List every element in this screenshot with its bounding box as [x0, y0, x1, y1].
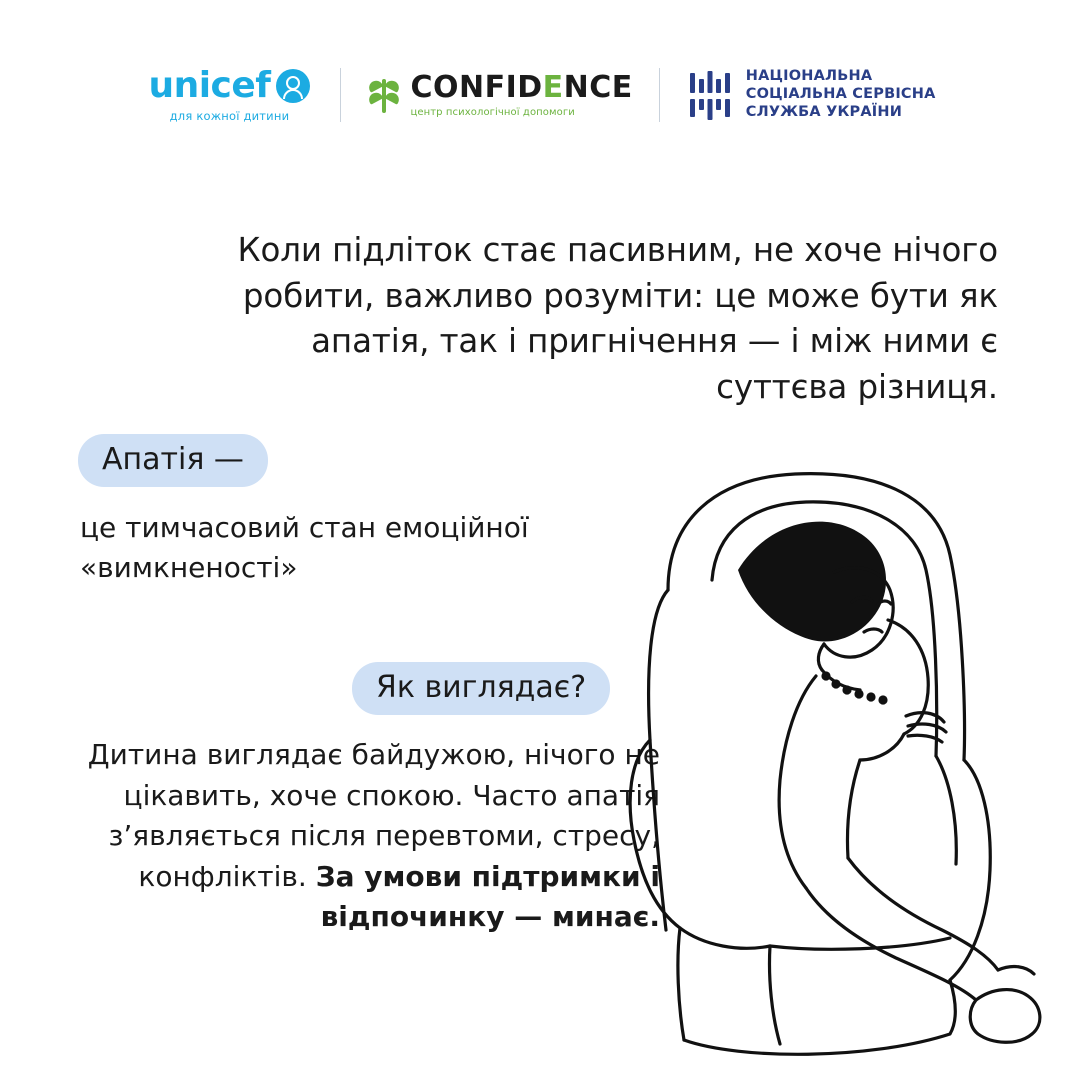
- how-it-looks-text-regular: Дитина виглядає байдужою, нічого не цікавить, хоче спокою. Часто апатія з’являється після перевтоми, стресу, конфліктів.: [87, 738, 660, 893]
- nssu-line-2: СОЦІАЛЬНА СЕРВІСНА: [745, 86, 936, 103]
- confidence-logo: [367, 69, 633, 118]
- unicef-logo-row: [148, 64, 310, 106]
- apathy-description: це тимчасовий стан емоційної «вимкненості»: [80, 511, 529, 584]
- unicef-tagline: для кожної дитини: [169, 108, 290, 123]
- nssu-logo: [686, 68, 936, 121]
- nssu-name: [746, 68, 936, 121]
- confidence-word-part1: CONFID: [410, 69, 543, 105]
- how-it-looks-pill-label: Як виглядає?: [352, 662, 610, 715]
- how-it-looks-description: [60, 735, 660, 938]
- how-it-looks-text-bold: За умови підтримки і відпочинку — минає.: [315, 859, 660, 934]
- confidence-wordmark: [410, 69, 633, 105]
- logo-divider-2: [659, 68, 660, 122]
- unicef-emblem-icon: [276, 69, 310, 103]
- apathy-pill: [78, 434, 268, 487]
- nssu-line-3: СЛУЖБА УКРАЇНИ: [745, 103, 903, 120]
- confidence-word-part2: E: [542, 69, 564, 105]
- nssu-trident-icon: [686, 69, 734, 121]
- apathy-pill-label: Апатія —: [78, 434, 268, 487]
- nssu-line-1: НАЦІОНАЛЬНА: [745, 68, 873, 85]
- unicef-wordmark: unicef: [148, 64, 271, 106]
- logo-divider-1: [340, 68, 341, 122]
- how-it-looks-pill: [352, 662, 610, 715]
- header-logos: [0, 50, 1080, 140]
- confidence-text: [410, 69, 633, 118]
- unicef-logo: [144, 64, 314, 123]
- armchair-teenager-illustration: [620, 460, 1060, 1080]
- intro-paragraph: Коли підліток стає пасивним, не хоче нічого робити, важливо розуміти: це може бути як апатія, так і пригнічення — і між ними є суттєва різниця.: [237, 231, 998, 406]
- confidence-word-part3: NCE: [563, 69, 633, 105]
- confidence-tagline: центр психологічної допомоги: [410, 106, 575, 118]
- confidence-leaf-icon: [367, 75, 401, 115]
